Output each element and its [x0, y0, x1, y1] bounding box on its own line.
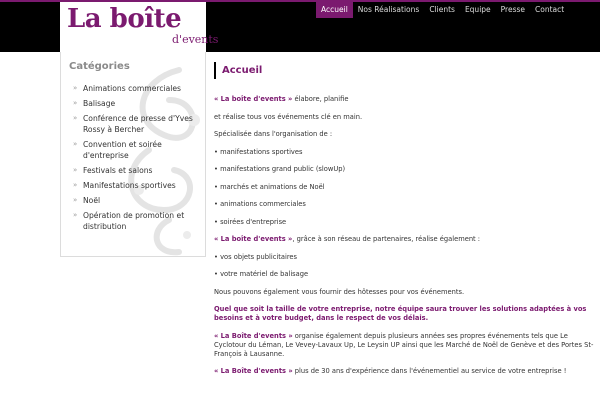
category-item-manifestations-sportives[interactable]: [69, 180, 205, 191]
category-item-operation-de-promotion[interactable]: [69, 210, 205, 232]
events-paragraph: [214, 332, 594, 359]
bullet-icon: »: [73, 114, 78, 122]
logo-main-text: La boîte: [67, 4, 182, 34]
logo-sub-text: d'events: [172, 33, 219, 46]
nav-item-contact[interactable]: Contact: [535, 5, 565, 14]
category-item-convention-et-soiree[interactable]: [69, 139, 205, 161]
category-item-noel[interactable]: [69, 195, 205, 206]
nav-item-clients[interactable]: Clients: [429, 5, 455, 14]
bullet-icon: »: [73, 196, 78, 204]
sidebar-title: Catégories: [69, 61, 130, 72]
bullet-icon: »: [73, 181, 78, 189]
experience-paragraph: [214, 367, 594, 376]
category-label: Opération de promotion et distribution: [83, 211, 185, 231]
intro-paragraph: [214, 95, 594, 104]
specialty-heading: Spécialisée dans l'organisation de :: [214, 130, 333, 138]
service-item: • votre matériel de balisage: [214, 270, 309, 278]
category-label: Festivals et salons: [83, 166, 153, 175]
main-content: [214, 62, 594, 385]
category-label: Noël: [83, 196, 101, 205]
category-label: Animations commerciales: [83, 84, 182, 93]
page-title: Accueil: [214, 62, 594, 79]
brand-name: « La boîte d'events »: [214, 235, 293, 243]
category-item-festivals-et-salons[interactable]: [69, 165, 205, 176]
specialty-item: • manifestations grand public (slowUp): [214, 165, 346, 173]
category-label: Conférence de presse d'Yves Rossy à Bercher: [83, 114, 193, 134]
service-item: • vos objets publicitaires: [214, 252, 298, 261]
sidebar-categories: [60, 52, 206, 257]
partners-text: , grâce à son réseau de partenaires, réalise également :: [292, 235, 481, 243]
specialty-item: • marchés et animations de Noël: [214, 182, 325, 191]
category-label: Balisage: [83, 99, 116, 108]
specialty-item: • manifestations sportives: [214, 147, 303, 156]
main-nav: [316, 2, 569, 18]
hostess-paragraph: Nous pouvons également vous fournir des hôtesses pour vos événements.: [214, 287, 465, 296]
nav-item-nos-realisations[interactable]: Nos Réalisations: [357, 5, 420, 14]
site-logo[interactable]: [60, 2, 219, 52]
brand-name: « La Boîte d'events »: [214, 367, 293, 375]
specialty-item: • soirées d'entreprise: [214, 217, 287, 226]
brand-name: « La Boîte d'events »: [214, 331, 293, 340]
nav-item-equipe[interactable]: Equipe: [464, 5, 491, 14]
nav-item-presse[interactable]: Presse: [500, 5, 526, 14]
category-item-animations-commerciales[interactable]: [69, 83, 205, 94]
nav-item-accueil[interactable]: Accueil: [316, 2, 353, 18]
intro-paragraph-2: et réalise tous vos événements clé en main.: [214, 112, 363, 121]
partners-paragraph: [214, 235, 594, 244]
category-list: [69, 83, 205, 236]
bullet-icon: »: [73, 211, 78, 219]
intro-text: élabore, planifie: [292, 95, 349, 103]
category-item-conference-de-presse[interactable]: [69, 113, 205, 135]
category-label: Convention et soirée d'entreprise: [83, 140, 162, 160]
events-text: organise également depuis plusieurs années ses propres événements tels que Le Cyclotour du Léman, Le Vevey-Lavaux Up, Le Leysin UP ainsi que les Marché de Noël de Genève et des Portes St-François à Lausanne.: [214, 331, 594, 358]
bullet-icon: »: [73, 99, 78, 107]
bullet-icon: »: [73, 140, 78, 148]
bullet-icon: »: [73, 166, 78, 174]
experience-text: plus de 30 ans d'expérience dans l'événementiel au service de votre entreprise !: [292, 367, 567, 375]
bullet-icon: »: [73, 84, 78, 92]
category-item-balisage[interactable]: [69, 98, 205, 109]
specialty-item: • animations commerciales: [214, 200, 306, 208]
category-label: Manifestations sportives: [83, 181, 176, 190]
brand-name: « La boîte d'events »: [214, 95, 293, 103]
emphasis-paragraph: Quel que soit la taille de votre entreprise, notre équipe saura trouver les solutions adaptées à vos besoins et à votre budget, dans le respect de vos délais.: [214, 305, 587, 322]
